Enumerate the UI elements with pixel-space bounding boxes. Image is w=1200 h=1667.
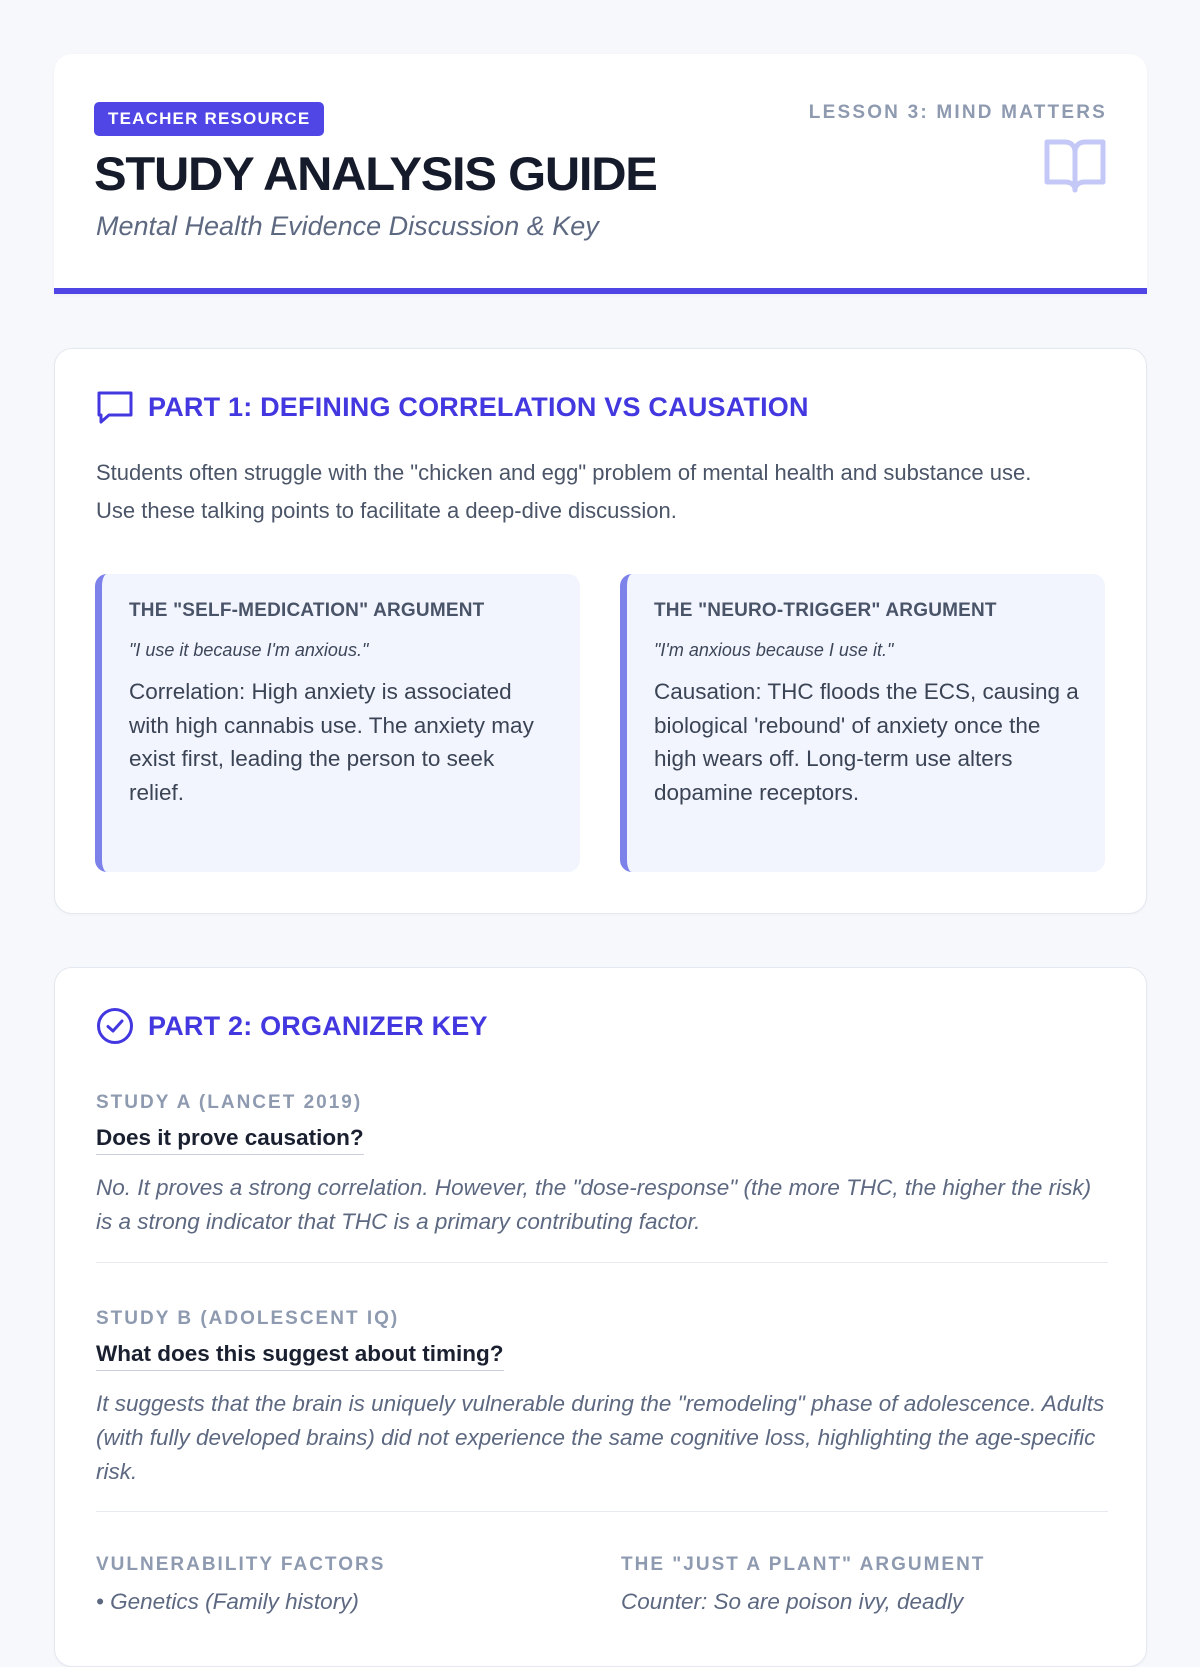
part2-title: PART 2: ORGANIZER KEY (148, 1010, 488, 1041)
vulnerability-factors-text: • Genetics (Family history) (96, 1589, 359, 1614)
study-answer: No. It proves a strong correlation. However, the "dose-response" (the more THC, the higher the risk) is a strong indicator that THC is a primary contributing factor. (96, 1175, 1092, 1234)
argument-quote: "I'm anxious because I use it." (654, 640, 894, 660)
study-b-item (96, 1308, 1108, 1489)
study-label: STUDY B (ADOLESCENT IQ) (96, 1308, 400, 1329)
part1-title: PART 1: DEFINING CORRELATION VS CAUSATION (148, 391, 809, 422)
vulnerability-factors-label: VULNERABILITY FACTORS (96, 1554, 386, 1575)
lesson-label: LESSON 3: MIND MATTERS (808, 102, 1107, 123)
part1-heading (95, 387, 809, 427)
self-medication-argument-card (95, 574, 580, 872)
part1-intro: Students often struggle with the "chicken and egg" problem of mental health and substance use. Use these talking points to facilitate a deep-dive discussion. (96, 460, 1032, 523)
part2-heading (95, 1006, 488, 1046)
divider (96, 1511, 1108, 1512)
teacher-resource-badge: TEACHER RESOURCE (94, 102, 324, 136)
study-question: What does this suggest about timing? (96, 1341, 504, 1371)
argument-title: THE "NEURO-TRIGGER" ARGUMENT (654, 600, 997, 621)
argument-quote: "I use it because I'm anxious." (129, 640, 369, 660)
open-book-icon (1043, 136, 1107, 194)
divider (96, 1262, 1108, 1263)
argument-body: Correlation: High anxiety is associated with high cannabis use. The anxiety may exist first, leading the person to seek relief. (129, 679, 534, 805)
neuro-trigger-argument-card (620, 574, 1105, 872)
part2-section (54, 967, 1147, 1667)
argument-body: Causation: THC floods the ECS, causing a biological 'rebound' of anxiety once the high wears off. Long-term use alters dopamine receptors. (654, 679, 1079, 805)
study-question: Does it prove causation? (96, 1125, 364, 1155)
study-a-item (96, 1092, 1108, 1239)
study-answer: It suggests that the brain is uniquely vulnerable during the "remodeling" phase of adolescence. Adults (with fully developed brains) did not experience the same cognitive loss, highlighting the age-specific risk. (96, 1391, 1105, 1484)
page-subtitle: Mental Health Evidence Discussion & Key (96, 211, 599, 241)
just-a-plant-label: THE "JUST A PLANT" ARGUMENT (621, 1554, 986, 1575)
just-a-plant-text: Counter: So are poison ivy, deadly (621, 1589, 964, 1614)
check-circle-icon (95, 1006, 135, 1046)
argument-title: THE "SELF-MEDICATION" ARGUMENT (129, 600, 485, 621)
part1-section (54, 348, 1147, 914)
speech-bubble-icon (95, 387, 135, 427)
header-card (54, 54, 1147, 294)
page-title: STUDY ANALYSIS GUIDE (94, 147, 657, 200)
study-label: STUDY A (LANCET 2019) (96, 1092, 363, 1113)
